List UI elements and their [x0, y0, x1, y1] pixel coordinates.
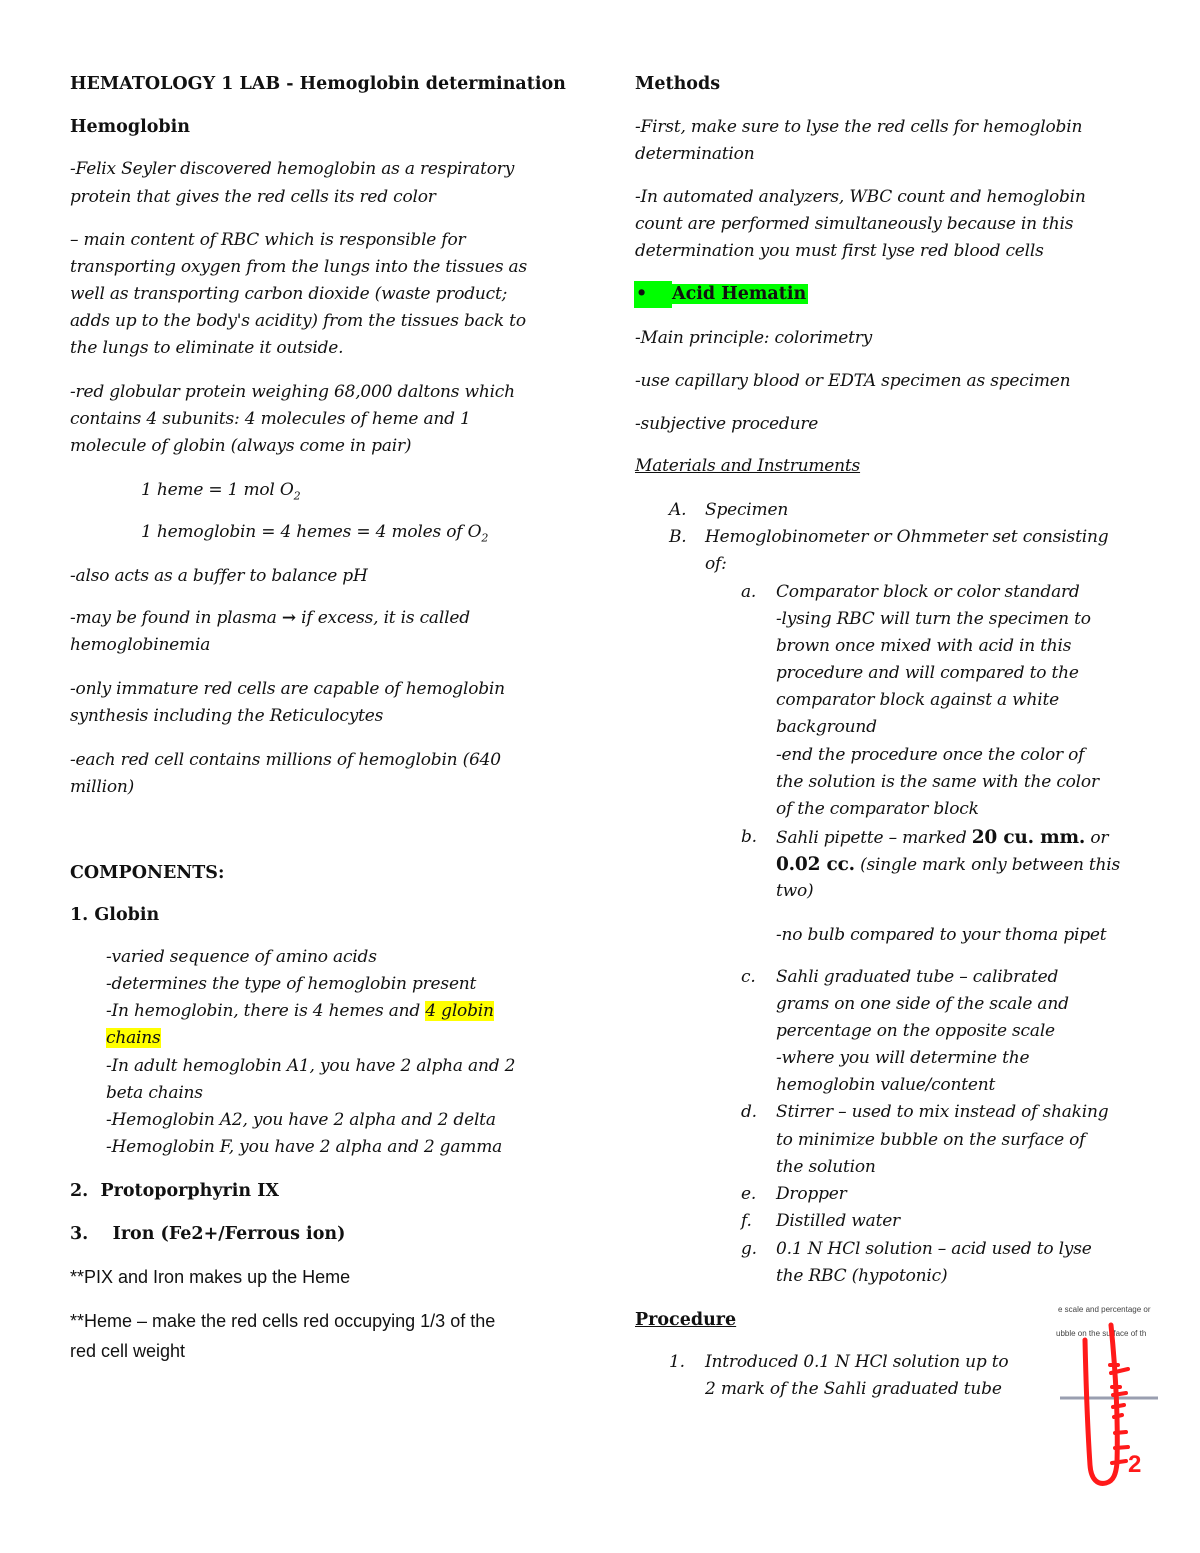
list-item: to minimize bubble on the surface of — [776, 1130, 1086, 1150]
tube-drawing-icon — [1040, 1295, 1200, 1515]
list-marker: 1. — [669, 1352, 685, 1372]
list-marker: d. — [741, 1102, 757, 1122]
list-marker: f. — [741, 1211, 752, 1231]
globin-item: -In hemoglobin, there is 4 hemes and 4 globin — [106, 1001, 494, 1021]
list-item: the solution is the same with the color — [776, 772, 1099, 792]
list-marker: a. — [741, 582, 757, 602]
component-globin-heading: 1. Globin — [70, 905, 160, 925]
list-marker: b. — [741, 827, 757, 847]
list-item: of the comparator block — [776, 799, 979, 819]
list-item: procedure and will compared to the — [776, 663, 1079, 683]
procedure-step: 2 mark of the Sahli graduated tube — [705, 1379, 1002, 1399]
procedure-step: Introduced 0.1 N HCl solution up to — [705, 1352, 1009, 1372]
para-line: -only immature red cells are capable of hemoglobin — [70, 679, 505, 699]
list-item: -no bulb compared to your thoma pipet — [776, 925, 1107, 945]
list-item: Comparator block or color standard — [776, 582, 1080, 602]
list-marker: B. — [669, 527, 687, 547]
globin-item: -determines the type of hemoglobin present — [106, 974, 477, 994]
list-item: Sahli graduated tube – calibrated — [776, 967, 1059, 987]
list-item: hemoglobin value/content — [776, 1075, 996, 1095]
para-line: -Main principle: colorimetry — [635, 328, 873, 348]
list-item: grams on one side of the scale and — [776, 994, 1069, 1014]
list-marker: c. — [741, 967, 756, 987]
para-line: transporting oxygen from the lungs into the tissues as — [70, 257, 528, 277]
para-line: -use capillary blood or EDTA specimen as specimen — [635, 371, 1071, 391]
para-line: count are performed simultaneously because in this — [635, 214, 1074, 234]
components-heading: COMPONENTS: — [70, 863, 225, 883]
para-line: well as transporting carbon dioxide (waste product; — [70, 284, 508, 304]
para-line: molecule of globin (always come in pair) — [70, 436, 412, 456]
list-item: background — [776, 717, 877, 737]
arrow-right-icon: → — [281, 608, 296, 628]
para-line: -Felix Seyler discovered hemoglobin as a respiratory — [70, 159, 515, 179]
list-item: Sahli pipette – marked 20 cu. mm. or — [776, 827, 1109, 848]
list-item: -end the procedure once the color of — [776, 745, 1085, 765]
globin-item: beta chains — [106, 1083, 203, 1103]
list-item: of: — [705, 554, 727, 574]
bullet-icon: • — [634, 281, 672, 308]
equation-hemoglobin: 1 hemoglobin = 4 hemes = 4 moles of $O_2$ — [141, 522, 489, 545]
para-line: protein that gives the red cells its red color — [70, 187, 436, 207]
list-item: brown once mixed with acid in this — [776, 636, 1072, 656]
para-line: determination — [635, 144, 755, 164]
component-iron: 3. Iron (Fe2+/Ferrous ion) — [70, 1224, 346, 1244]
list-marker: A. — [669, 500, 687, 520]
note-line: **PIX and Iron makes up the Heme — [70, 1267, 351, 1287]
para-line: -red globular protein weighing 68,000 daltons which — [70, 382, 515, 402]
para-line: the lungs to eliminate it outside. — [70, 338, 344, 358]
highlight-yellow: chains — [106, 1028, 161, 1048]
list-item: 0.1 N HCl solution – acid used to lyse — [776, 1239, 1092, 1259]
globin-item: -varied sequence of amino acids — [106, 947, 377, 967]
acid-hematin-heading: • Acid Hematin — [634, 281, 808, 308]
list-item: Hemoglobinometer or Ohmmeter set consisting — [705, 527, 1109, 547]
component-protoporphyrin: 2. Protoporphyrin IX — [70, 1181, 279, 1201]
para-line: -In automated analyzers, WBC count and hemoglobin — [635, 187, 1086, 207]
list-item: comparator block against a white — [776, 690, 1059, 710]
svg-text:2: 2 — [1128, 1451, 1142, 1478]
list-item: Distilled water — [776, 1211, 900, 1231]
list-item: Specimen — [705, 500, 789, 520]
section-title-hemoglobin: Hemoglobin — [70, 117, 191, 137]
para-line: contains 4 subunits: 4 molecules of heme and 1 — [70, 409, 471, 429]
list-item: percentage on the opposite scale — [776, 1021, 1055, 1041]
para-line: adds up to the body's acidity) from the tissues back to — [70, 311, 526, 331]
list-item: the RBC (hypotonic) — [776, 1266, 948, 1286]
globin-item: -Hemoglobin A2, you have 2 alpha and 2 delta — [106, 1110, 496, 1130]
list-marker: e. — [741, 1184, 757, 1204]
document-title: HEMATOLOGY 1 LAB - Hemoglobin determination — [70, 74, 566, 94]
procedure-heading: Procedure — [635, 1310, 737, 1330]
list-marker: g. — [741, 1239, 757, 1259]
para-line: -subjective procedure — [635, 414, 819, 434]
para-line: determination you must first lyse red blood cells — [635, 241, 1044, 261]
list-item: -lysing RBC will turn the specimen to — [776, 609, 1091, 629]
globin-item: -Hemoglobin F, you have 2 alpha and 2 gamma — [106, 1137, 503, 1157]
para-line: -First, make sure to lyse the red cells for hemoglobin — [635, 117, 1083, 137]
globin-item: -In adult hemoglobin A1, you have 2 alpha and 2 — [106, 1056, 516, 1076]
list-item: 0.02 cc. (single mark only between this — [776, 854, 1121, 875]
para-line: hemoglobinemia — [70, 635, 211, 655]
globin-item — [106, 1025, 161, 1052]
equation-heme: 1 heme = 1 mol $O_2$ — [141, 480, 301, 503]
list-item: -where you will determine the — [776, 1048, 1030, 1068]
para-line: – main content of RBC which is responsible for — [70, 230, 466, 250]
para-line: -also acts as a buffer to balance pH — [70, 566, 368, 586]
materials-heading: Materials and Instruments — [635, 456, 861, 476]
para-line: -may be found in plasma → if excess, it is called — [70, 608, 470, 628]
para-line: synthesis including the Reticulocytes — [70, 706, 384, 726]
list-item: Dropper — [776, 1184, 847, 1204]
sahli-tube-sketch: e scale and percentage or ubble on the surface of th 2 — [1040, 1295, 1200, 1515]
para-line: -each red cell contains millions of hemoglobin (640 — [70, 750, 501, 770]
note-line: red cell weight — [70, 1341, 186, 1361]
list-item: Stirrer – used to mix instead of shaking — [776, 1102, 1109, 1122]
list-item: two) — [776, 881, 814, 901]
note-line: **Heme – make the red cells red occupying 1/3 of the — [70, 1311, 496, 1331]
list-item: the solution — [776, 1157, 876, 1177]
highlight-yellow: 4 globin — [425, 1001, 494, 1021]
methods-heading: Methods — [635, 74, 721, 94]
para-line: million) — [70, 777, 135, 797]
